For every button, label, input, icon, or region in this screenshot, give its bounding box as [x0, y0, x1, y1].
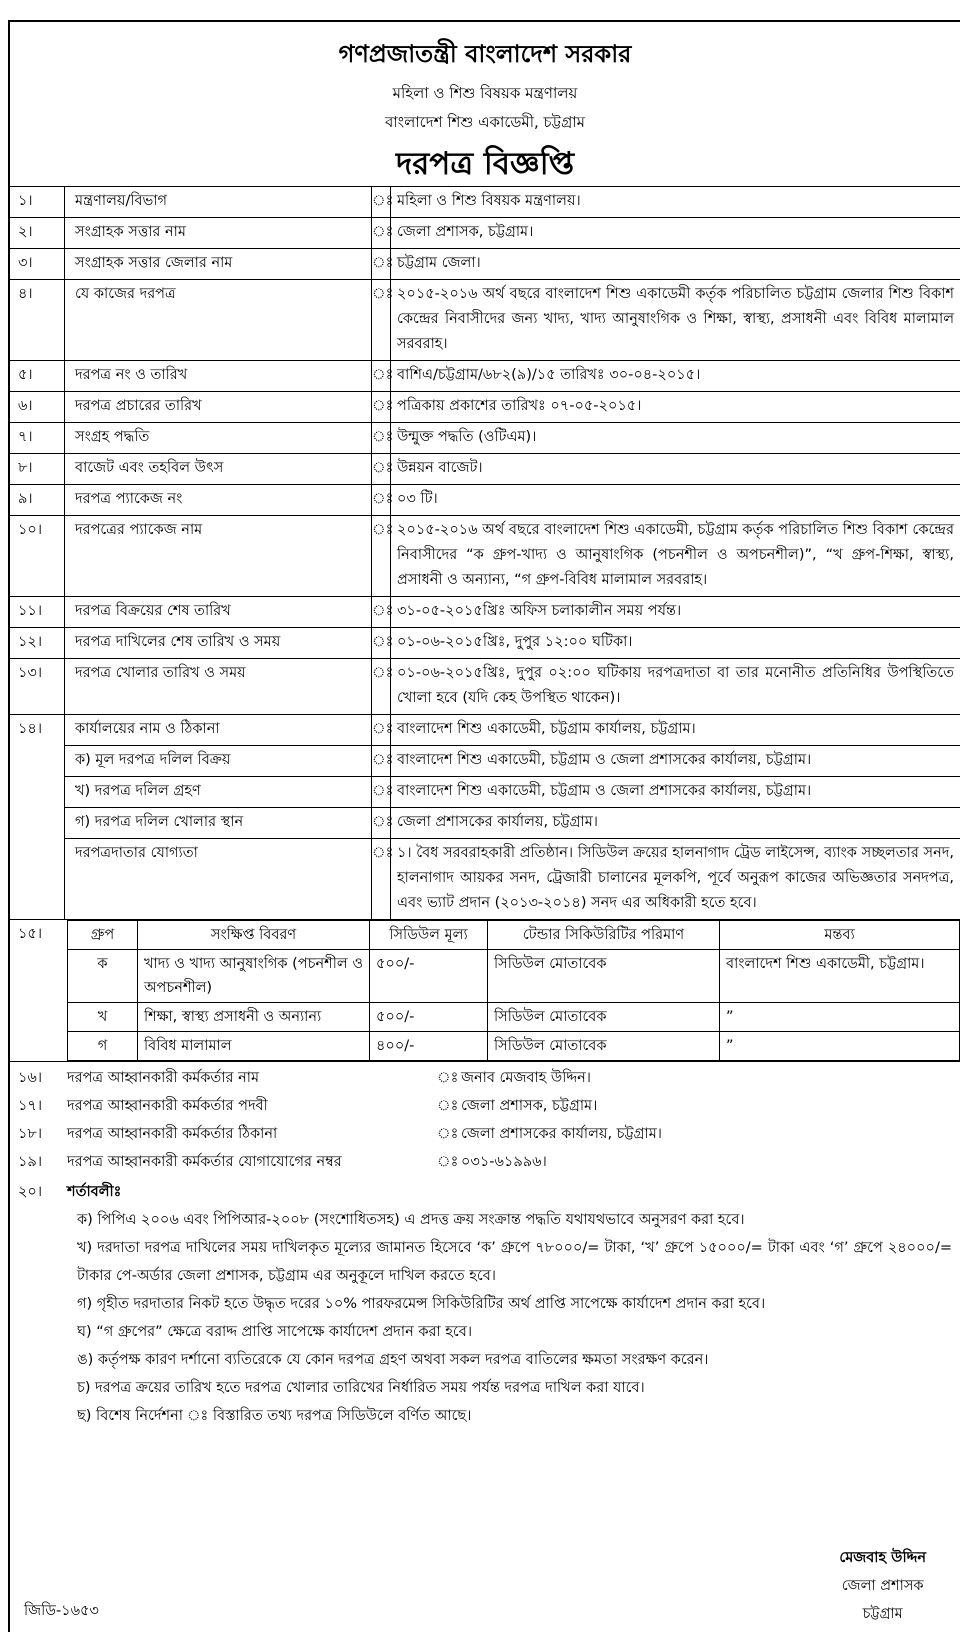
description-cell: শিক্ষা, স্বাস্থ্য প্রসাধনী ও অন্যান্য [138, 1003, 370, 1032]
row-number: ১৫। [18, 926, 43, 942]
list-item [10, 1120, 960, 1148]
row-colon: ঃ [372, 361, 391, 392]
table-row [10, 485, 960, 516]
row-label: মন্ত্রণালয়/বিভাগ [65, 187, 372, 218]
row-number: ৯। [10, 485, 65, 516]
row-label: খ) দরপত্র দলিল গ্রহণ [65, 777, 372, 808]
price-cell: ৪০০/- [370, 1032, 488, 1061]
column-header: গ্রুপ [68, 921, 138, 950]
table-row [10, 597, 960, 628]
condition-item: ছ) বিশেষ নির্দেশনা ঃ বিস্তারিত তথ্য দরপত্র সিডিউলে বর্ণিত আছে। [77, 1408, 472, 1424]
price-cell: ৫০০/- [370, 1003, 488, 1032]
group-cell: খ [68, 1003, 138, 1032]
conditions-title: শর্তাবলীঃ [67, 1184, 122, 1200]
row-value: ২০১৫-২০১৬ অর্থ বছরে বাংলাদেশ শিশু একাডেমী কর্তৃক পরিচালিত চট্টগ্রাম জেলার শিশু বিকাশ কেন্দ্রের নিবাসীদের জন্য খাদ্য, খাদ্য আনুষাংগিক ও শিক্ষা, স্বাস্থ্য, প্রসাধনী এবং বিবিধ মালামাল সরবরাহ। [391, 280, 961, 361]
academy-name: বাংলাদেশ শিশু একাডেমী, চট্টগ্রাম [384, 113, 586, 131]
officer-info [10, 1062, 960, 1178]
list-item [10, 1092, 960, 1120]
table-row [10, 249, 960, 280]
list-item [10, 1148, 960, 1176]
row-colon: ঃ [372, 746, 391, 777]
row-value: জেলা প্রশাসক, চট্টগ্রাম। [391, 218, 961, 249]
row-label: দরপত্র দাখিলের শেষ তারিখ ও সময় [65, 628, 372, 659]
table-row [68, 1003, 960, 1032]
table-row [10, 280, 960, 361]
row-colon: ঃ [372, 280, 391, 361]
row-colon: ঃ [437, 1126, 459, 1142]
row-number: ২০। [18, 1184, 43, 1200]
table-row [10, 746, 960, 777]
group-table-row [10, 920, 960, 1062]
row-colon: ঃ [372, 597, 391, 628]
row-number: ১০। [10, 516, 65, 597]
row-value: উন্নয়ন বাজেট। [391, 454, 961, 485]
table-row [10, 218, 960, 249]
row-label: দরপত্র খোলার তারিখ ও সময় [65, 659, 372, 715]
row-colon: ঃ [437, 1070, 459, 1086]
row-label: গ) দরপত্র দলিল খোলার স্থান [65, 808, 372, 839]
row-value: বাংলাদেশ শিশু একাডেমী, চট্টগ্রাম ও জেলা প্রশাসকের কার্যালয়, চট্টগ্রাম। [391, 746, 961, 777]
row-number: ১৬। [18, 1070, 43, 1086]
row-colon: ঃ [372, 392, 391, 423]
row-label: দরপত্র প্যাকেজ নং [65, 485, 372, 516]
table-row [10, 808, 960, 839]
column-header: সংক্ষিপ্ত বিবরণ [138, 921, 370, 950]
row-label: দরপত্রদাতার যোগ্যতা [65, 839, 372, 920]
row-number: ১২। [10, 628, 65, 659]
row-value: ০৩ টি। [391, 485, 961, 516]
page-title: দরপত্র বিজ্ঞপ্তি [395, 146, 575, 182]
group-cell: ক [68, 950, 138, 1003]
remark-cell: ” [720, 1003, 960, 1032]
row-label: ক) মূল দরপত্র দলিল বিক্রয় [65, 746, 372, 777]
description-cell: খাদ্য ও খাদ্য আনুষাংগিক (পচনশীল ও অপচনশীল) [138, 950, 370, 1003]
group-table [67, 920, 960, 1061]
table-row [10, 839, 960, 920]
row-label: সংগ্রাহক সত্তার নাম [65, 218, 372, 249]
row-value: ০১-০৬-২০১৫খ্রিঃ, দুপুর ১২:০০ ঘটিকা। [391, 628, 961, 659]
condition-item: ক) পিপিএ ২০০৬ এবং পিপিআর-২০০৮ (সংশোধিতসহ) এ প্রদত্ত ক্রয় সংক্রান্ত পদ্ধতি যথাযথভাবে অনুসরণ করা হবে। [77, 1212, 745, 1228]
price-cell: ৫০০/- [370, 950, 488, 1003]
row-value: মহিলা ও শিশু বিষয়ক মন্ত্রণালয়। [391, 187, 961, 218]
signatory-name: মেজবাহ উদ্দিন [839, 1550, 926, 1566]
group-cell: গ [68, 1032, 138, 1061]
row-label: দরপত্র আহ্বানকারী কর্মকর্তার যোগাযোগের নম্বর [67, 1154, 342, 1170]
row-colon: ঃ [372, 218, 391, 249]
description-cell: বিবিধ মালামাল [138, 1032, 370, 1061]
table-row [68, 1032, 960, 1061]
row-colon: ঃ [372, 839, 391, 920]
condition-item: গ) গৃহীত দরদাতার নিকট হতে উদ্ধৃত দরের ১০% পারফরমেন্স সিকিউরিটির অর্থ প্রাপ্তি সাপেক্ষে কার্যাদেশ প্রদান করা হবে। [77, 1296, 766, 1312]
row-label: সংগ্রাহক সত্তার জেলার নাম [65, 249, 372, 280]
row-label: দরপত্র বিক্রয়ের শেষ তারিখ [65, 597, 372, 628]
column-header: মন্তব্য [720, 921, 960, 950]
conditions [10, 1178, 960, 1430]
row-value: বাশিএ/চট্টগ্রাম/৬৮২(৯)/১৫ তারিখঃ ৩০-০৪-২০১৫। [391, 361, 961, 392]
row-colon: ঃ [372, 454, 391, 485]
condition-item: ঘ) “গ গ্রুপের” ক্ষেত্রে বরাদ্দ প্রাপ্তি সাপেক্ষে কার্যাদেশ প্রদান করা হবে। [77, 1324, 473, 1340]
row-colon: ঃ [372, 808, 391, 839]
row-label: দরপত্র আহ্বানকারী কর্মকর্তার ঠিকানা [67, 1126, 278, 1142]
row-number: ১৭। [18, 1098, 43, 1114]
table-row [10, 715, 960, 746]
row-value: উন্মুক্ত পদ্ধতি (ওটিএম)। [391, 423, 961, 454]
row-colon: ঃ [437, 1098, 459, 1114]
row-number: ৫। [10, 361, 65, 392]
row-colon: ঃ [372, 423, 391, 454]
tender-notice [8, 20, 960, 1632]
remark-cell: বাংলাদেশ শিশু একাডেমী, চট্টগ্রাম। [720, 950, 960, 1003]
row-value: জনাব মেজবাহ উদ্দিন। [461, 1070, 591, 1086]
row-colon: ঃ [372, 187, 391, 218]
row-value: জেলা প্রশাসকের কার্যালয়, চট্টগ্রাম। [461, 1126, 662, 1142]
table-row [10, 659, 960, 715]
row-label: দরপত্র প্রচারের তারিখ [65, 392, 372, 423]
row-label: কার্যালয়ের নাম ও ঠিকানা [65, 715, 372, 746]
row-value: পত্রিকায় প্রকাশের তারিখঃ ০৭-০৫-২০১৫। [391, 392, 961, 423]
row-number: ১৮। [18, 1126, 43, 1142]
list-item [10, 1064, 960, 1092]
table-row [10, 516, 960, 597]
row-colon: ঃ [372, 249, 391, 280]
row-number: ১১। [10, 597, 65, 628]
row-colon: ঃ [372, 485, 391, 516]
row-label: যে কাজের দরপত্র [65, 280, 372, 361]
condition-item: চ) দরপত্র ক্রয়ের তারিখ হতে দরপত্র খোলার তারিখের নির্ধারিত সময় পর্যন্ত দরপত্র দাখিল করা যাবে। [77, 1380, 645, 1396]
row-number: ২। [10, 218, 65, 249]
row-value: ০৩১-৬১৯৯৬। [461, 1154, 547, 1170]
ministry-name: মহিলা ও শিশু বিষয়ক মন্ত্রণালয় [392, 84, 578, 102]
signatory-designation: জেলা প্রশাসক [841, 1578, 924, 1594]
condition-item: খ) দরদাতা দরপত্র দাখিলের সময় দাখিলকৃত মূল্যের জামানত হিসেবে ‘ক’ গ্রুপে ৭৮০০০/= টাকা, ‘খ’ গ্রুপে ১৫০০০/= টাকা এবং ‘গ’ গ্রুপে ২৪০০০/= টাকার পে-অর্ডার জেলা প্রশাসক, চট্টগ্রাম এর অনুকূলে দাখিল করতে হবে। [77, 1240, 952, 1284]
row-label: বাজেট এবং তহবিল উৎস [65, 454, 372, 485]
row-number: ১৩। [10, 659, 65, 715]
row-number: ১৪। [10, 715, 65, 920]
row-value: চট্টগ্রাম জেলা। [391, 249, 961, 280]
security-cell: সিডিউল মোতাবেক [488, 1003, 720, 1032]
row-value: ২০১৫-২০১৬ অর্থ বছরে বাংলাদেশ শিশু একাডেমী, চট্টগ্রাম কর্তৃক পরিচালিত শিশু বিকাশ কেন্দ্রের নিবাসীদের “ক গ্রুপ-খাদ্য ও আনুষাংগিক (পচনশীল ও অপচনশীল)”, “খ গ্রুপ-শিক্ষা, স্বাস্থ্য, প্রসাধনী ও অন্যান্য, “গ গ্রুপ-বিবিধ মালামাল সরবরাহ। [391, 516, 961, 597]
row-number: ৬। [10, 392, 65, 423]
row-colon: ঃ [372, 628, 391, 659]
row-value: ০১-০৬-২০১৫খ্রিঃ, দুপুর ০২:০০ ঘটিকায় দরপত্রদাতা বা তার মনোনীত প্রতিনিধির উপস্থিতিতে খোলা হবে (যদি কেহ উপস্থিত থাকেন)। [391, 659, 961, 715]
row-label: দরপত্র আহ্বানকারী কর্মকর্তার নাম [67, 1070, 260, 1086]
row-label: সংগ্রহ পদ্ধতি [65, 423, 372, 454]
table-row [10, 423, 960, 454]
signature-block [839, 1544, 926, 1628]
row-label: দরপত্র আহ্বানকারী কর্মকর্তার পদবী [67, 1098, 268, 1114]
row-value: ১। বৈধ সরবরাহকারী প্রতিষ্ঠান। সিডিউল ক্রয়ের হালনাগাদ ট্রেড লাইসেন্স, ব্যাংক সচ্ছলতার সনদ, হালনাগাদ আয়কর সনদ, ট্রেজারী চালানের মূলকপি, পূর্বে অনুরূপ কাজের অভিজ্ঞতার সনদপত্র, এবং ভ্যাট প্রদান (২০১৩-২০১৪) সনদ এর অধিকারী হতে হবে। [391, 839, 961, 920]
row-value: জেলা প্রশাসক, চট্টগ্রাম। [461, 1098, 598, 1114]
row-label: দরপত্রের প্যাকেজ নাম [65, 516, 372, 597]
table-row [10, 628, 960, 659]
security-cell: সিডিউল মোতাবেক [488, 1032, 720, 1061]
table-row [10, 454, 960, 485]
row-label: দরপত্র নং ও তারিখ [65, 361, 372, 392]
signatory-place: চট্টগ্রাম [862, 1606, 903, 1622]
row-number: ৪। [10, 280, 65, 361]
government-name: গণপ্রজাতন্ত্রী বাংলাদেশ সরকার [338, 40, 632, 68]
row-number: ৩। [10, 249, 65, 280]
security-cell: সিডিউল মোতাবেক [488, 950, 720, 1003]
remark-cell: ” [720, 1032, 960, 1061]
row-value: বাংলাদেশ শিশু একাডেমী, চট্টগ্রাম কার্যালয়, চট্টগ্রাম। [391, 715, 961, 746]
notice-header [10, 22, 960, 187]
row-number: ৮। [10, 454, 65, 485]
row-colon: ঃ [372, 659, 391, 715]
row-number: ১৯। [18, 1154, 43, 1170]
row-colon: ঃ [372, 715, 391, 746]
table-row [68, 950, 960, 1003]
row-colon: ঃ [437, 1154, 459, 1170]
table-row [10, 361, 960, 392]
row-value: ৩১-০৫-২০১৫খ্রিঃ অফিস চলাকালীন সময় পর্যন্ত। [391, 597, 961, 628]
row-value: জেলা প্রশাসকের কার্যালয়, চট্টগ্রাম। [391, 808, 961, 839]
row-colon: ঃ [372, 516, 391, 597]
column-header: সিডিউল মূল্য [370, 921, 488, 950]
table-row [10, 392, 960, 423]
info-table [10, 187, 960, 920]
row-number: ৭। [10, 423, 65, 454]
row-colon: ঃ [372, 777, 391, 808]
column-header: টেন্ডার সিকিউরিটির পরিমাণ [488, 921, 720, 950]
gd-number: জিডি-১৬৫৩ [24, 1603, 99, 1619]
condition-item: ঙ) কর্তৃপক্ষ কারণ দর্শানো ব্যতিরেকে যে কোন দরপত্র গ্রহণ অথবা সকল দরপত্র বাতিলের ক্ষমতা সংরক্ষণ করেন। [77, 1352, 709, 1368]
row-number: ১। [10, 187, 65, 218]
row-value: বাংলাদেশ শিশু একাডেমী, চট্টগ্রাম ও জেলা প্রশাসকের কার্যালয়, চট্টগ্রাম। [391, 777, 961, 808]
table-row [10, 777, 960, 808]
